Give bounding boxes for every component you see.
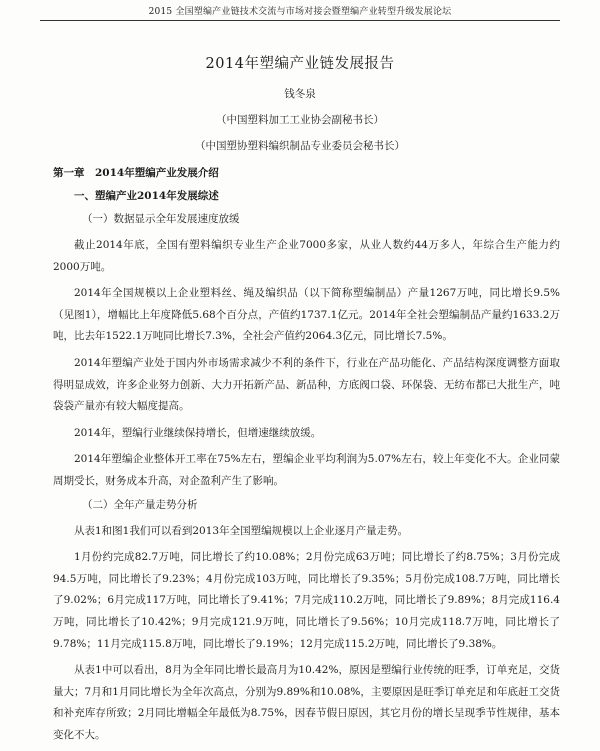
- paragraph: 2014年塑编企业整体开工率在75%左右，塑编企业平均利润为5.07%左右，较上年变化不大。企业同蒙周期受长，财务成本升高，对企盈利产生了影响。: [53, 453, 560, 487]
- paragraph: 2014年塑编产业处于国内外市场需求减少不利的条件下，行业在产品功能化、产品结构深度调整方面取得明显成效，许多企业努力创新、大力开拓新产品、新品种，方底阀口袋、环保袋、无纺布都已大批生产，吨袋袋产量亦有较大幅度提高。: [53, 356, 560, 413]
- paragraph: 从表1中可以看出，8月为全年同比增长最高月为10.42%，原因是塑编行业传统的旺季，订单充足，交货量大；7月和1月同比增长为全年次高点，分别为9.89%和10.08%，主要原因是旺季订单充足和年底赶工交货和补充库存所致；2月同比增幅全年最低为8.75%，因春节假日原因，其它月份的增长呈现季节性规律，基本变化不大。: [53, 664, 560, 741]
- paragraph: 从表1和图1我们可以看到2013年全国塑编规模以上企业逐月产量走势。: [74, 524, 409, 537]
- subsection-heading: （一）数据显示全年发展速度放缓: [82, 213, 240, 225]
- document-title: 2014年塑编产业链发展报告: [205, 56, 395, 72]
- chapter-heading: 第一章 2014年塑编产业发展介绍: [53, 167, 219, 179]
- author-name: 钱冬泉: [284, 88, 316, 100]
- header-rule: [40, 20, 560, 21]
- paragraph: 截止2014年底，全国有塑料编织专业生产企业7000多家，从业人数约44万多人，年综合生产能力约2000万吨。: [53, 239, 560, 273]
- paragraph: 2014年全国规模以上企业塑料丝、绳及编织品（以下简称塑编制品）产量1267万吨，同比增长9.5%（见图1），增幅比上年度降低5.68个百分点，产值约1737.1亿元。2014年全社会塑编制品产量约1633.2万吨，比去年1522.1万吨同比增长7.3%，全社会产值约2064.3亿元，同比增长7.5%。: [53, 287, 560, 343]
- paragraph: 1月份约完成82.7万吨，同比增长了约10.08%；2月份完成63万吨；同比增长了约8.75%；3月份完成94.5万吨，同比增长了9.23%；4月份完成103万吨，同比增长了9.35%；5月份完成108.7万吨，同比增长了9.02%；6月完成117万吨，同比增长了9.41%；7月完成110.2万吨，同比增长了9.89%；8月完成116.4万吨，同比增长了10.42%；9月完成121.9万吨，同比增长了9.56%；10月完成118.7万吨，同比增长了9.78%；11月完成115.8万吨，同比增长了9.19%；12月完成115.2万吨，同比增长了9.38%。: [53, 551, 560, 650]
- author-affiliation: （中国塑协塑料编织制品专业委员会秘书长）: [195, 140, 405, 152]
- title-block: [0, 52, 600, 164]
- section-heading: 一、塑编产业2014年发展综述: [74, 190, 219, 202]
- body-content: [53, 166, 560, 751]
- paragraph: 2014年，塑编行业继续保持增长，但增速继续放缓。: [74, 426, 322, 439]
- author-affiliation: （中国塑料加工工业协会副秘书长）: [216, 114, 384, 126]
- running-header: 2015 全国塑编产业链技术交流与市场对接会暨塑编产业转型升级发展论坛: [148, 7, 452, 17]
- subsection-heading: （二）全年产量走势分析: [82, 498, 198, 511]
